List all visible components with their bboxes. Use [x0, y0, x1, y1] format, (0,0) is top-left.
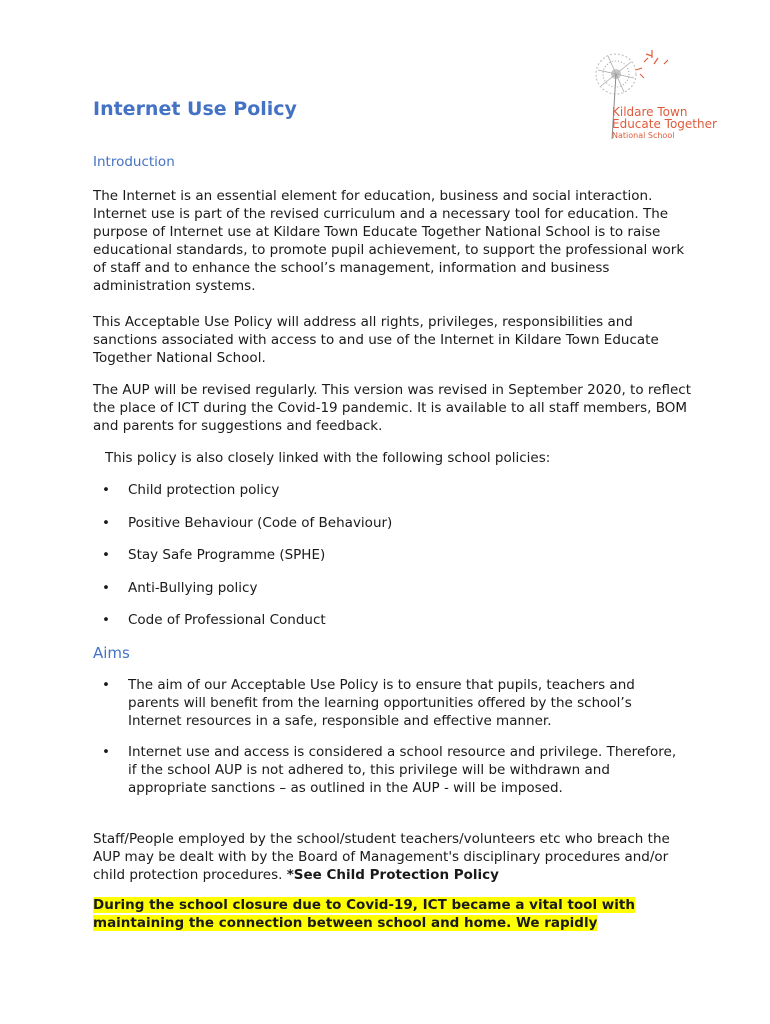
list-item — [102, 546, 682, 564]
list-item — [102, 676, 682, 730]
bullet-icon: • — [102, 515, 110, 531]
list-item-text: Code of Professional Conduct — [128, 612, 326, 628]
bullet-icon: • — [102, 612, 110, 628]
list-item — [102, 743, 682, 797]
logo-line2: Educate Together — [612, 117, 717, 131]
list-item-text: Anti-Bullying policy — [128, 580, 258, 596]
list-item-text: Positive Behaviour (Code of Behaviour) — [128, 515, 393, 531]
breach-paragraph — [93, 830, 693, 884]
breach-text: Staff/People employed by the school/student teachers/volunteers etc who breach the AUP may be dealt with by the Board of Management's disciplinary procedures and/or child protection procedures. — [93, 831, 670, 883]
bullet-icon: • — [102, 580, 110, 596]
logo-line1: Kildare Town — [612, 105, 688, 119]
list-item — [102, 579, 682, 597]
aims-heading: Aims — [93, 644, 130, 662]
list-item-text: Stay Safe Programme (SPHE) — [128, 547, 326, 563]
covid-paragraph — [93, 896, 693, 932]
list-item — [102, 514, 682, 532]
list-item-text: Child protection policy — [128, 482, 280, 498]
bullet-icon: • — [102, 677, 110, 693]
intro-paragraph-3: The AUP will be revised regularly. This version was revised in September 2020, to reflect the place of ICT during the Covid-19 pandemic. It is available to all staff members, BOM and parents for suggestions and feedback. — [93, 382, 691, 434]
list-item-text: The aim of our Acceptable Use Policy is to ensure that pupils, teachers and parents will benefit from the learning opportunities offered by the school’s Internet resources in a safe, responsible and effective manner. — [128, 677, 635, 729]
list-item-text: Internet use and access is considered a school resource and privilege. Therefore, if the school AUP is not adhered to, this privilege will be withdrawn and appropriate sanctions – as outlined in the AUP - will be imposed. — [128, 744, 677, 796]
introduction-heading: Introduction — [93, 154, 175, 170]
list-item — [102, 481, 682, 499]
logo-line3: National School — [612, 131, 675, 140]
bullet-icon: • — [102, 547, 110, 563]
list-item — [102, 611, 682, 629]
covid-highlight-text: During the school closure due to Covid-19, ICT became a vital tool with maintaining the connection between school and home. We rapidly — [93, 897, 635, 931]
page-title: Internet Use Policy — [93, 98, 297, 120]
linked-policies-intro: This policy is also closely linked with the following school policies: — [105, 450, 551, 466]
bullet-icon: • — [102, 744, 110, 760]
child-protection-reference: *See Child Protection Policy — [286, 867, 499, 883]
intro-paragraph-2: This Acceptable Use Policy will address all rights, privileges, responsibilities and sanctions associated with access to and use of the Internet in Kildare Town Educate Together National School. — [93, 314, 659, 366]
school-logo — [586, 44, 726, 144]
bullet-icon: • — [102, 482, 110, 498]
intro-paragraph-1: The Internet is an essential element for education, business and social interaction. Internet use is part of the revised curriculum and a necessary tool for education. The purpose of Internet use at Kildare Town Educate Together National School is to raise educational standards, to promote pupil achievement, to support the professional work of staff and to enhance the school’s management, information and business administration systems. — [93, 188, 685, 294]
